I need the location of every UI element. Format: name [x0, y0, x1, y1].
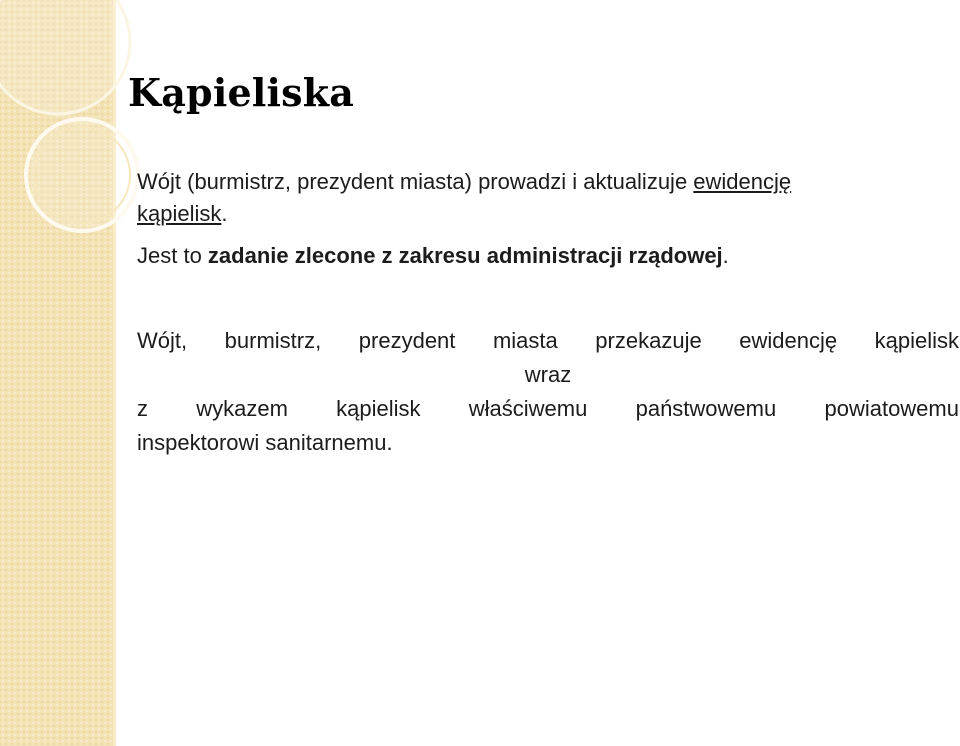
paragraph-evidence-end: . [221, 201, 228, 226]
transfer-line-4 [137, 426, 959, 460]
paragraph-task-bold: zadanie zlecone z zakresu administracji rządowej [207, 243, 723, 268]
evidence-link-word-2[interactable]: kąpielisk [137, 201, 222, 226]
decorative-ring-large [0, 0, 130, 114]
slide-title: Kąpieliska [128, 70, 355, 115]
word: z [137, 396, 148, 421]
transfer-line-2 [137, 358, 959, 392]
word: inspektorowi sanitarnemu. [137, 430, 393, 455]
word: właściwemu [468, 396, 588, 421]
paragraph-task-end: . [722, 243, 729, 268]
paragraph-task [137, 240, 960, 272]
transfer-line-3 [137, 392, 959, 426]
decorative-rings [0, 0, 140, 260]
paragraph-evidence-text: Wójt (burmistrz, prezydent miasta) prowadzi i aktualizuje [137, 169, 694, 194]
word: powiatowemu [824, 396, 959, 421]
evidence-link-word[interactable]: ewidencję [693, 169, 792, 194]
paragraph-task-prefix: Jest to [137, 243, 208, 268]
paragraph-evidence [137, 166, 960, 230]
word: miasta [492, 328, 558, 353]
word: burmistrz, [224, 328, 322, 353]
paragraph-transfer [137, 324, 959, 460]
word: Wójt, [137, 328, 188, 353]
transfer-line-1 [137, 324, 959, 358]
word: kąpielisk [336, 396, 421, 421]
word: wykazem [196, 396, 288, 421]
word: państwowemu [635, 396, 777, 421]
word: ewidencję [739, 328, 838, 353]
decorative-ring-small [26, 119, 138, 231]
word: prezydent [358, 328, 456, 353]
word: kąpielisk [874, 328, 959, 353]
word: wraz [524, 362, 572, 387]
word: przekazuje [595, 328, 702, 353]
